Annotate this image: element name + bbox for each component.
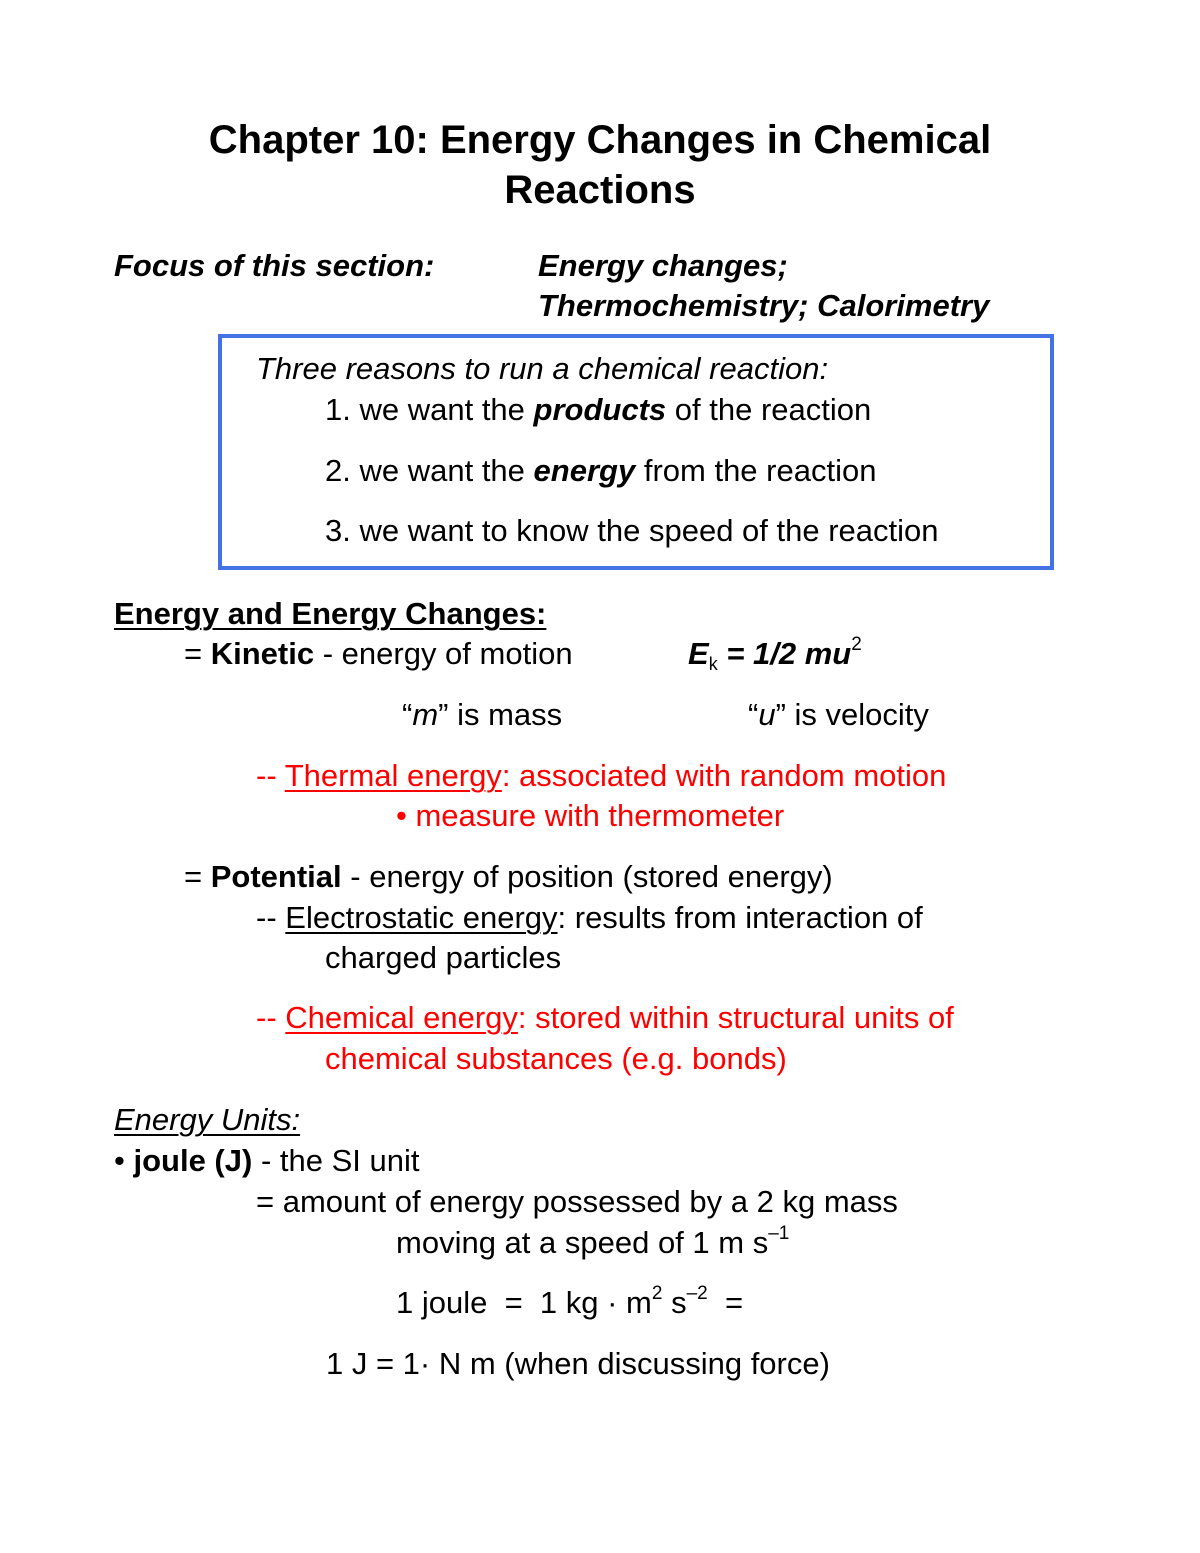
- eq-part-a: 1 joule = 1 kg · m: [396, 1285, 652, 1320]
- joule-desc: - the SI unit: [260, 1143, 420, 1178]
- reason-text: of the reaction: [674, 392, 872, 427]
- chemical-desc: : stored within structural units of: [517, 1000, 954, 1035]
- formula-e: E: [688, 636, 709, 671]
- reason-number: 2.: [325, 453, 351, 488]
- thermal-line: [256, 760, 946, 791]
- formula-rest: = 1/2 mu: [726, 636, 852, 671]
- reason-number: 1.: [325, 392, 351, 427]
- energy-heading: Energy and Energy Changes:: [114, 596, 547, 631]
- thermal-desc: : associated with random motion: [501, 758, 947, 793]
- reason-item-2: [325, 455, 876, 486]
- joule-equation: [396, 1283, 744, 1320]
- kinetic-line: [184, 638, 573, 669]
- chemical-dash: --: [256, 1000, 277, 1035]
- thermal-dash: --: [256, 758, 277, 793]
- eq-part-b: s: [662, 1285, 687, 1320]
- eq-exp2: –2: [686, 1283, 708, 1304]
- page-title-line2: Reactions: [504, 168, 696, 212]
- joule-bullet: •: [114, 1143, 125, 1178]
- reason-emphasis: products: [533, 392, 667, 427]
- kinetic-prefix: =: [184, 636, 203, 671]
- mass-def: “m” is mass: [402, 697, 563, 732]
- reason-text: we want the: [359, 392, 525, 427]
- kinetic-term: Kinetic: [210, 636, 315, 671]
- focus-value-line2: Thermochemistry; Calorimetry: [538, 288, 990, 323]
- potential-prefix: =: [184, 859, 203, 894]
- potential-desc: - energy of position (stored energy): [350, 859, 833, 894]
- chemical-desc2: chemical substances (e.g. bonds): [325, 1041, 787, 1076]
- joule-def-line1: = amount of energy possessed by a 2 kg mass: [256, 1184, 898, 1219]
- mass-var: m: [412, 697, 439, 732]
- joule-def-text: moving at a speed of 1 m s: [396, 1225, 769, 1260]
- kinetic-desc: - energy of motion: [322, 636, 573, 671]
- joule-def-exp: –1: [768, 1223, 790, 1244]
- electrostatic-desc: : results from interaction of: [557, 900, 923, 935]
- focus-label: Focus of this section:: [114, 248, 435, 283]
- velocity-desc: is velocity: [794, 697, 929, 732]
- reason-text: from the reaction: [643, 453, 877, 488]
- electrostatic-term: Electrostatic energy: [285, 900, 558, 935]
- chemical-term: Chemical energy: [285, 1000, 518, 1035]
- formula-exp: 2: [851, 634, 862, 655]
- reason-item-3: [325, 515, 939, 546]
- joule-term: joule (J): [133, 1143, 253, 1178]
- joule-def-line2: [396, 1223, 790, 1260]
- electrostatic-dash: --: [256, 900, 277, 935]
- electrostatic-line: [256, 902, 923, 933]
- reason-item-1: [325, 394, 871, 425]
- mass-desc: is mass: [457, 697, 563, 732]
- units-heading: Energy Units:: [114, 1102, 301, 1137]
- joule-newton-equation: 1 J = 1· N m (when discussing force): [326, 1346, 830, 1381]
- joule-line: [114, 1145, 419, 1176]
- page-title: Chapter 10: Energy Changes in Chemical: [208, 118, 992, 162]
- reasons-heading: Three reasons to run a chemical reaction:: [256, 351, 829, 386]
- kinetic-formula: [688, 634, 862, 674]
- formula-sub: k: [708, 654, 718, 674]
- potential-term: Potential: [210, 859, 342, 894]
- reason-text: we want to know the speed of the reaction: [359, 513, 939, 548]
- velocity-var: u: [758, 697, 776, 732]
- eq-part-c: =: [707, 1285, 744, 1320]
- reason-text: we want the: [359, 453, 525, 488]
- reason-emphasis: energy: [533, 453, 636, 488]
- focus-value-line1: Energy changes;: [538, 248, 788, 283]
- thermal-term: Thermal energy: [284, 758, 502, 793]
- chemical-line: [256, 1002, 954, 1033]
- eq-exp1: 2: [651, 1283, 663, 1304]
- reason-number: 3.: [325, 513, 351, 548]
- velocity-def: “u” is velocity: [748, 697, 929, 732]
- thermal-bullet: • measure with thermometer: [396, 798, 785, 833]
- potential-line: [184, 861, 833, 892]
- electrostatic-desc2: charged particles: [325, 940, 562, 975]
